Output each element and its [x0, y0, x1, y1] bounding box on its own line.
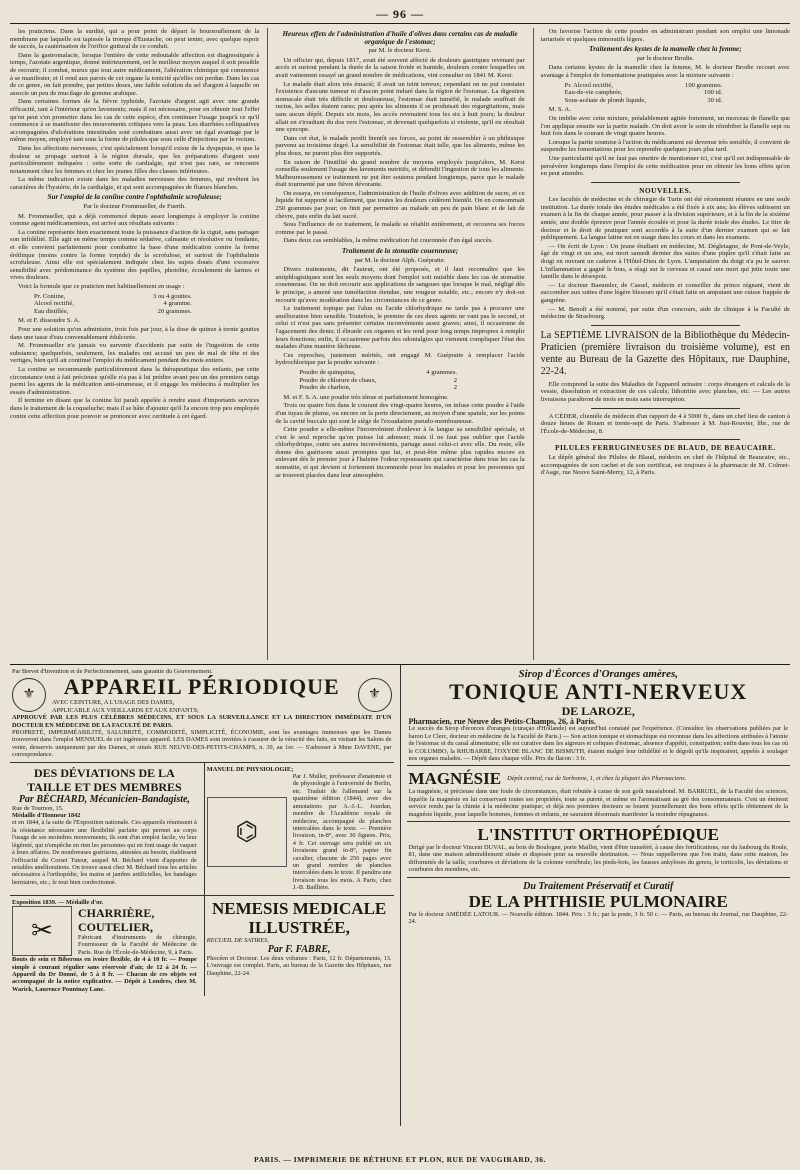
paragraph: On favorise l'action de cette poudre en administrant pendant son emploi une limonade tartarisée et quelques minoratifs légers.	[540, 28, 790, 43]
ad-subtitle: AVEC CEINTURE, A L'USAGE DES DAMES,	[52, 699, 175, 707]
ad-title: L'INSTITUT ORTHOPÉDIQUE	[477, 825, 719, 845]
ad-address: Rue de Tournon, 15.	[12, 804, 64, 812]
ad-title: MANUEL DE PHYSIOLOGIE;	[206, 765, 294, 773]
paragraph: Une particularité qu'il ne faut pas omettre de mentionner ici, c'est qu'il est indispensable de persévérer longtemps dans l'emploi de cette médication pour en obtenir les bons effets qu'on en peut attendre.	[540, 154, 790, 178]
ad-approval: APPROUVÉ PAR LES PLUS CÉLÈBRES MÉDECINS, ET SOUS LA SURVEILLANCE ET LA DIRECTION IMMÉDIATE D'UN DOCTEUR EN MÉDECINE DE LA FACULTÉ DE PARIS.	[12, 714, 392, 729]
ad-bechard	[10, 763, 199, 895]
article-title: Traitement des kystes de la mamelle chez la femme;	[589, 45, 742, 54]
divider	[591, 439, 741, 440]
divider	[591, 325, 741, 326]
article-author: par M. le docteur Alph. Guépratte.	[354, 256, 446, 264]
page-header	[10, 6, 790, 24]
ad-title: DES DÉVIATIONS DE LA TAILLE ET DES MEMBRES	[27, 765, 182, 794]
advertisement-section	[10, 664, 790, 1126]
paragraph: On imbibe avec cette mixture, préalablement agitée fortement, un morceau de flanelle que l'on applique ensuite sur la partie malade. On doit avoir le soin de réimbiber la flanelle sept ou huit fois dans le courant de vingt quatre heures.	[540, 114, 790, 138]
paragraph: Ces reproches, justement mérités, ont engagé M. Guépratte à remplacer l'acide hydrochlorique par la poudre suivante :	[275, 351, 525, 367]
ad-phthisie	[407, 878, 791, 929]
ad-text: Le succès du Sirop d'écorces d'oranges (curaçao d'Hollande) est aujourd'hui constaté par l'expérience. (Consultez les observations publiées par le baron Le Clerc, docteur en médecine de la Faculté de Paris.) — Son action tonique et stomachique est reconnue dans les affections atribuées à l'atonie de l'estomac et du canal alimentaire; elle est curative dans les aigreurs et coliques d'estomac, absence d'appétit, constipation; enfin dans tous les cas où le COLUMBO, la RHUBARBE, l'OXYDE BLANC DE BISMUTH, étaient malgré leur infidélité et le dégoût qu'ils inspiraient, appelés à soulager nos organes malades. — Dépôt dans chaque ville. Prix du flacon : 3 fr.	[408, 725, 788, 763]
paragraph: M. S. A.	[548, 106, 571, 114]
paragraph: Il termine en disant que la coniine lui paraît appelée à rendre aussi d'importants services dans le traitement de la coqueluche; mais il se hâte d'ajouter qu'il l'a encore trop peu employée contre cette affection pour pouvoir se prononcer avec certitude à cet égard.	[10, 397, 260, 420]
ad-author: Par BÉCHARD, Mécanicien-Bandagiste,	[18, 793, 190, 805]
paragraph: Dans deux cas semblables, la même médication fut couronnée d'un égal succès.	[283, 237, 494, 245]
news-item: Les facultés de médecine et de chirurgie de Turin ont été récemment réunies en une seule institution. La durée totale des études médicales a été fixée à six ans; les élèves subissent un examen à la fin de chaque année, pour passer à la division supérieure, et à la fin de la sixième année, une double épreuve pour l'année écoulée et pour la durée totale des études. Le titre de docteur et le droit de pratiquer sont accordés à la suite d'un dernier examen qui se fait publiquement. La langue latine est en usage dans les cours et dans les examens.	[540, 196, 790, 242]
paragraph: Voici la formule que ce praticien met habituellement en usage :	[18, 283, 185, 290]
article-author: par le docteur Brodie.	[636, 54, 695, 62]
prescription	[299, 369, 524, 392]
instrument-illustration-icon: ✂	[12, 906, 72, 956]
section-heading: NOUVELLES.	[639, 185, 692, 195]
ad-expo: Exposition 1839. — Médaille d'or.	[12, 898, 104, 906]
ad-manuel-physiologie	[204, 763, 394, 895]
prescription-line: Eau-de-vie camphrée, 100 id.	[564, 89, 723, 97]
paragraph: Cette poudre a elle-même l'inconvénient d'enlever à la langue sa sensibilité spéciale, et c'est le seul reproche qu'on puisse lui adresser; mais il ne faut pas oublier que l'acide chlorhydrique, outre ses autres inconvénients, partage aussi celui-ci avec elle. Du reste, elle donne des guérisons aussi promptes que lui, et peut-être même plus rapides encore en enlevant dès le premier jour à l'haleine l'odeur repoussante qui caractérise dans tous les cas la stomatite, et qui devient si fortement incommode pour les malades et pour les personnes qui se trouvent placées dans leur atmosphère.	[275, 426, 525, 479]
ad-subtitle: APPLICABLE AUX VIEILLARDS ET AUX ENFANTS;	[52, 706, 199, 714]
ad-text: Par le docteur AMÉDÉE LATOUR. — Nouvelle édition. 1844. Prix : 3 fr.; par la poste, 3 fr. 50 c. — Paris, au bureau du Journal, rue Dauphine, 22-24.	[408, 910, 788, 926]
divider	[591, 182, 741, 183]
paragraph: Trois ou quatre fois dans le courant des vingt-quatre heures, on infuse cette poudre à l'aide d'un tuyau de plume, ou encore on la porte directement, au moyen d'une spatule, sur les points de la cavité buccale qui sont le siège de l'exsudation pseudo-membraneuse.	[275, 402, 525, 425]
ad-subtitle: Sirop d'Écorces d'Oranges amères,	[518, 668, 678, 680]
paragraph: Dans certaines formes de la fièvre typhoïde, l'azotate d'argent agit avec une grande efficacité, tant à l'intérieur qu'en lavements; mais il est nécessaire, pour en obtenir tout l'effet qu'on peut s'en promettre dans les cas de cette espèce, d'en continuer l'usage jusqu'à ce qu'il commence à se manifester des mouvements critiques vers la peau. Les diarrhées colliquatives accompagnées d'ulcérations intestinales sont combattues aussi avec un égal avantage par le même moyen, employé tant sous la forme de pilules que sous celle d'injections par le rectum.	[10, 98, 260, 144]
divider	[591, 408, 741, 409]
prescription-line: Alcool rectifié, 4 gramme.	[34, 300, 192, 308]
ad-author: Par F. FABRE,	[267, 943, 331, 955]
prescription	[565, 82, 790, 105]
paragraph: M. et F. S. A. une poudre très ténue et parfaitement homogène.	[283, 393, 449, 401]
ad-nemesis	[204, 896, 394, 997]
paragraph: M. Frommueller n'a jamais vu survenir d'accidents par suite de l'ingestion de cette substance; quelquefois, seulement, les malades ont accusé un peu de mal de tête et des vertiges, bien qu'il ait continué l'emploi du médicament pendant des mois entiers.	[10, 342, 260, 365]
paragraph: La coniine se recommande particulièrement dans la thérapeutique des enfants, par cette circonstance tout à fait précieuse qu'elle n'a pas à lui prédire avant peu un des premiers rangs parmi les agents de la médication anti-strumeuse, et il engage les médecins à multiplier les essais d'administration.	[10, 365, 260, 396]
ad-institut-orthopedique	[407, 822, 791, 878]
ad-title: TONIQUE ANTI-NERVEUX	[449, 679, 748, 704]
paragraph: M. Frommueller, qui a déjà commencé depuis assez longtemps à employer la coniine comme agent médicamenteux, est arrivé aux résultats suivants :	[10, 212, 260, 228]
ad-appareil-periodique	[10, 665, 394, 763]
paragraph: Sous l'influence de ce traitement, le malade se rétablit entièrement, et recouvra ses forces comme par le passé.	[275, 221, 525, 236]
ad-text: Bouts de sein et Biberons en ivoire flexible, de 4 à 10 fr. — Pompe simple à courant régulier sans réservoir d'air, de 12 à 24 fr. — Appareil du Dr Donné, de 5 à 8 fr. — Chacun de ces objets est accompagné de la notice explicative. — Dépôt à Londres, chez M. Warick, Laurence Pountnay Lane.	[12, 956, 197, 993]
news-item: — M. Benoît a été nommé, par suite d'un concours, aide de clinique à la Faculté de médecine de Strasbourg.	[540, 305, 790, 321]
ad-title: NEMESIS MEDICALE ILLUSTRÉE,	[211, 898, 387, 937]
paragraph: En raison de l'inutilité du grand nombre de moyens employés jusqu'alors, M. Kerst conseilla seulement l'usage des lavements nutritifs, et défendit l'ingestion de tous les aliments. Malheureusement ce traitement ne put être soutenu pendant longtemps, parce que le malade était tourmenté par une fièvre dévorante.	[275, 158, 525, 189]
paragraph: Lorsque la partie soumise à l'action du médicament est devenue très sensible, il convient de suspendre les fomentations pour les reprendre quelques jours plus tard.	[540, 138, 790, 154]
paragraph: Un officier qui, depuis 1817, avait été souvent affecté de douleurs gastriques revenant par accès et surtout pendant la durée de la saison froide et humide, douleurs contre lesquelles on avait vainement essayé un grand nombre de médications, vint consulter en 1841 M. Kerst.	[275, 56, 525, 79]
ad-text: Fabricant d'instruments de chirurgie, Fournisseur de la Faculté de Médecine de Paris. Rue de l'École-de-Médecine, 9, à Paris.	[78, 933, 197, 956]
paragraph: Dans la gastromalacie, lorsque l'entière de cette redoutable affection est diagnostiquée à temps, l'azotate argentique, donné intérieurement, est le meilleur moyen auquel il soit possible de recourir; il combat, mieux que tout autre médicament, l'altération chimique qui commence à se manifester, et il rend aux parois de cet organe la tonicité qu'elles ont perdue. Dans les cas de ce genre, on fait prendre, par petites doses, une faible solution du sel d'argent à laquelle on associe un peu de mucilage de gomme arabique.	[10, 51, 260, 97]
article-columns	[10, 28, 790, 660]
corset-illustration-icon: ⌬	[207, 797, 287, 867]
ad-subtitle: Du Traitement Préservatif et Curatif	[523, 880, 674, 892]
news-item: — On écrit de Lyon : Un jeune étudiant en médecine, M. Dégletagne, de Pont-de-Veyle, âgé de vingt et un ans, est mort samedi dernier des suites d'une piqûre qu'il s'était faite au doigt en ouvrant un cadavre à l'Hôtel-Dieu de Lyon. L'amputation du doigt n'a pu le sauver. L'inflammation a gagné le bras, a réagi sur le cerveau et causé une mort qui jette toute une famille dans le désespoir.	[540, 242, 790, 281]
column-3	[533, 28, 790, 660]
section-heading: PILULES FERRUGINEUSES DE BLAUD, DE BEAUCAIRE.	[554, 443, 776, 453]
ad-address: Pharmacien, rue Neuve des Petits-Champs, 26, à Paris.	[408, 717, 596, 726]
paragraph: On essaya, en conséquence, l'administration de l'huile d'olives avec addition de sucre, et ce liquide fut supporté si facilement, que toutes les douleurs cédèrent bientôt. On en consommait 250 grammes par jour; on finit par permettre au malade un peu de pain blanc et de lait de chèvre, puis enfin du lait sucré.	[275, 189, 525, 220]
paragraph: Dans certains kystes de la mamelle chez la femme, M. le docteur Brodie recourt avec avantage à l'emploi de fomentations pratiquées avec la mixture suivante :	[540, 64, 790, 79]
ad-title: APPAREIL PÉRIODIQUE	[63, 674, 340, 700]
ad-text: Dirigé par le docteur Vincent DUVAL, au bois de Boulogne, porte Maillot, vient d'être transféré, à cause des fortifications, rue du faubourg du Roule, 81, dans une maison admirablement située et disposée pour sa nouvelle destination. — Nous rappellerons que l'on traite, dans cette maison, les difformités de la taille, courbures et déviations de la colonne vertébrale; les pieds-bots, les fausses ankyloses du genou, le torticolis, les déviations et courbures des membres, etc.	[408, 844, 788, 874]
ad-magnesie	[407, 766, 791, 822]
ad-title: CHARRIÈRE, COUTELIER,	[78, 905, 155, 934]
ad-title: DE LA PHTHISIE PULMONAIRE	[468, 891, 728, 911]
ad-subtitle: RECUEIL DE SATIRES,	[206, 936, 269, 944]
announcement-livraison: La SEPTIÈME LIVRAISON de la Bibliothèque du Médecin-Praticien (première livraison du troisième volume), est en vente au Bureau de la Gazette des Hôpitaux, rue Dauphine, 22-24.	[540, 329, 790, 377]
ad-text: Phocéen et Docteur. Les deux volumes : Paris, 12 fr. Départements, 13. L'ouvrage est complet. Paris, au bureau de la Gazette des Hôpitaux, rue Dauphine, 22-24.	[206, 954, 392, 977]
ad-charriere	[10, 896, 199, 997]
paragraph: Le malade était alors très émacié; il avait un teint terreux; cependant on ne put constater l'existence d'aucune tumeur ni d'aucun point induré dans la région de l'estomac. La digestion stomacale était très difficile et douloureuse, l'estomac était tuméfié, le malade souffrait de ructus, les selles étaient rares; peu après les aliments il se produisait des régurgitations, mais sans aucun dépôt. Depuis six mois, les accès revenaient tous les six à huit jours; la douleur allait en s'irradiant du dos vers l'estomac, et devenait quelquefois si violente, qu'il en résultait une syncope.	[275, 80, 525, 134]
column-2	[267, 28, 524, 660]
ads-right	[400, 665, 791, 1126]
prescription	[34, 293, 259, 316]
article-title: Traitement de la stomatite couenneuse;	[341, 247, 459, 256]
news-item: — Le docteur Baeumler, de Cassel, médecin et conseiller du prince régnant, vient de succomber aux suites d'une légère blessure qu'il s'était faite en amputant une cuisse frappée de gangrène.	[540, 281, 790, 304]
paragraph: M. et F. dissoudre S. A.	[18, 317, 80, 325]
page-number: — 96 —	[376, 7, 424, 21]
prescription-line: Pr. Alcool rectifié, 100 grammes.	[564, 81, 723, 89]
ad-brevet: Par Brevet d'Invention et de Perfectionnement, sans garantie du Gouvernement.	[12, 668, 213, 675]
ad-depot: Dépôt central, rue de Sorbonne, 1, et chez la plupart des Pharmaciens.	[507, 775, 687, 783]
prescription-line: Poudre de charbon, 2	[299, 384, 458, 392]
paragraph: Le dépôt général des Pilules de Blaud, médecin en chef de l'hôpital de Beaucaire, etc., accompagnées de son cachet et de son certificat, est toujours à la pharmacie de M. Colmet-d'Aage, rue Neuve Saint-Merry, 12, à Paris.	[540, 453, 790, 477]
article-author: par M. le docteur Kerst.	[368, 47, 432, 55]
prescription-line: Poudre de chlorure de chaux, 2	[299, 376, 458, 384]
ad-laroze	[407, 665, 791, 766]
classified-ad: A CÉDER, clientèle de médecin d'un rapport de 4 à 5000 fr., dans un chef lieu de canton à douze lieues de Rouen et trente-sept de Paris. S'adresser à M. Just-Rouvier, libr., rue de l'École-de-Médecine, 8.	[540, 412, 790, 435]
article-title: Sur l'emploi de la coniine contre l'ophthalmie scrofuleuse;	[47, 193, 222, 202]
prescription-line: Poudre de quinquina, 4 grammes.	[299, 368, 458, 376]
prescription-line: Pr. Coniine, 3 ou 4 gouttes.	[34, 292, 192, 300]
prescription-line: Eau distillée, 20 grammes.	[34, 307, 192, 315]
column-1	[10, 28, 259, 660]
paragraph: Elle comprend la suite des Maladies de l'appareil urinaire : corps étrangers et calculs de la vessie, dissolution et extraction de ces calculs; lithotritie avec planches, etc. — Les autres livraisons paraîtront de mois en mois sans interruption.	[540, 380, 790, 403]
paragraph: Le traitement topique par l'alun ou l'acide chlorhydrique ne tarde pas à procurer une amélioration bien sensible. Toutefois, le premier de ces deux agents ne vant pas le second, et celui ci n'est pas sans présenter certains inconvénients assez graves; ainsi, il occasionne de l'agacement des dents; il ébranle ces organes et les rend pour long temps impropres à remplir leurs fonctions; enfin, il occasionne parfois des odontalgies qui viennent compliquer l'état des malades d'une manière fâcheuse.	[275, 305, 525, 351]
coat-of-arms-icon: ⚜	[358, 678, 392, 712]
printer-footer: PARIS. — IMPRIMERIE DE BÉTHUNE ET PLON, RUE DE VAUGIRARD, 36.	[254, 1155, 546, 1164]
article-author: Par le docteur Frommueller, de Fuerth.	[83, 203, 186, 211]
ad-medal: Médaille d'Honneur 1842	[12, 812, 81, 820]
paragraph: Pour une solution qu'on administre, trois fois par jour, à la dose de quinze à trente gouttes dans une tasse d'eau convenablement édulcorée.	[10, 325, 260, 341]
paragraph: Divers traitements, dit l'auteur, ont été proposés, et il faut reconnaître que les antiphlogistiques sont les seuls moyens dont l'emploi soit nuisible dans les cas de stomatite couenneuse. On ne doit recourir aux applications de sangsues que lorsque le mal, négligé dès le principe, a amené une tuméfaction étendue, une rougeur notable, etc.; encore n'y doit-on recourir qu'avec modération dans les circonstances de ce genre.	[275, 266, 525, 304]
paragraph: Dans cet état, le malade perdit bientôt ses forces, au point de ressembler à un phthisique parvenu au troisième degré. La sensibilité de l'estomac était telle, que les aliments, même les plus doux, ne purent plus être supportés.	[275, 134, 525, 157]
paragraph: les praticiens. Dans la surdité, qui a pour point de départ le boursouflement de la membrane par laquelle est tapissée la trompe d'Eustache, on peut tenter, avec quelque espoir de succès, la cautérisation de l'orifice guttural de ce conduit.	[10, 28, 260, 51]
ads-left	[10, 665, 394, 1126]
paragraph: La même indication existe dans les maladies nerveuses des femmes, qui revêtent les caractères de l'hystérie, de la cardialgie, et qui sont accompagnées de flueurs blanches.	[10, 176, 260, 191]
ad-text: PROPRETÉ, IMPERMÉABILITÉ, SALUBRITÉ, COMMODITÉ, SIMPLICITÉ, ÉCONOMIE, sont les avantages immenses que les Dames trouveront dans l'emploi MENSUEL de cet ingénieux appareil. LES DAMES sont invitées à s'assurer de la véracité des faits, en visitant les Salons de vente, desservis uniquement par des Dames, et situés RUE NEUVE-DES-PETITS-CHAMPS, n. 39, au 1er. — S'adresser à Mme DAVENE, par correspondance.	[12, 729, 392, 759]
ad-text: La magnésie, si précieuse dans une foule de circonstances, était rebutée à cause de son goût nauséabond. M. BARRUEL, de la Faculté des sciences, liquéfie la magnésie en lui conservant toutes ses propriétés, toute sa pureté, et même en l'aromatisant au gré des consommateurs. C'est un éminent service rendu par la chimie à la médecine pratique; et déjà nos premiers docteurs se louent journellement des bons effets qu'ils obtiennent de la magnésie liquide, pour laquelle hommes, femmes et enfants, ne sauraient désormais manifester la moindre répugnance.	[408, 788, 788, 818]
ad-text: et en 1844, à la suite de l'Exposition nationale. Ces appareils réunissent à la résistance nécessaire une flexibilité parfaite qui permet au corps l'usage de ses moindres mouvements; ils sont d'un emploi facile, vu leur légèreté, qui n'empêche en rien les personnes qui en font usage de vaquer à leurs affaires. De nombreuses guérisons, attestées au besoin, établissent l'efficacité du Corset Tuteur, auquel M. Béchard vient d'apporter de notables améliorations. On trouve aussi chez M. Béchard tous les articles nécessaires à l'orthopédie, les mains et jambes artificielles, les bandages herniaires, etc.; le tout bien confectionné.	[12, 819, 197, 886]
coat-of-arms-icon: ⚜	[12, 678, 46, 712]
article-title: Heureux effets de l'administration d'huile d'olives dans certains cas de maladie organique de l'estomac;	[282, 30, 518, 46]
paragraph: La coniine représente bien exactement toute la puissance d'action de la ciguë, sans partager son infidélité. Elle agit en même temps comme sédative, calmante et résolutive ou fondante, et elle convient parfaitement pour combattre la base d'une médication contre la forme éréthique (moins contre la forme torpide) de la scrofulose, et surtout de l'ophthalmie scrofuleuse. Ainsi elle est spécialement indiquée chez les sujets doués d'une excessive sensibilité avec prédominance du système des papilles, photobie, écoulement de larmes et vives douleurs.	[10, 228, 260, 282]
ad-text: Par J. Muller, professeur d'anatomie et de physiologie à l'université de Berlin, etc. Traduit de l'allemand sur la quatrième édition (1844), avec des annotations par A.-J.-L. Jourdan, membre de l'Académie royale de médecine, accompagné de planches intercalées dans le texte. — Première livraison, in-8°, avec 30 figures. Prix, 4 fr. Cet ouvrage sera publié en six livraisons grand in-8°, papier fin cavalier, chacune de 256 pages avec un grand nombre de planches intercalées dans le texte. Il paraîtra une livraison tous les mois. A Paris, chez J.-B. Baillière.	[292, 773, 392, 892]
ad-title: MAGNÉSIE	[408, 769, 502, 789]
ad-brand: DE LAROZE,	[561, 704, 635, 718]
paragraph: Dans les affections nerveuses, c'est spécialement lorsqu'il existe de la dyspepsie, et que la douleur se propage surtout à la région dorsale, que les préparations d'argent sont particulièrement indiquées : cette sorte de cardialgie, qui n'est pas rare, se rencontre notamment chez les femmes et chez les jeunes filles des classes inférieures.	[10, 144, 260, 175]
prescription-line: Sous-acétate de plomb liquide, 30 id.	[564, 96, 723, 104]
